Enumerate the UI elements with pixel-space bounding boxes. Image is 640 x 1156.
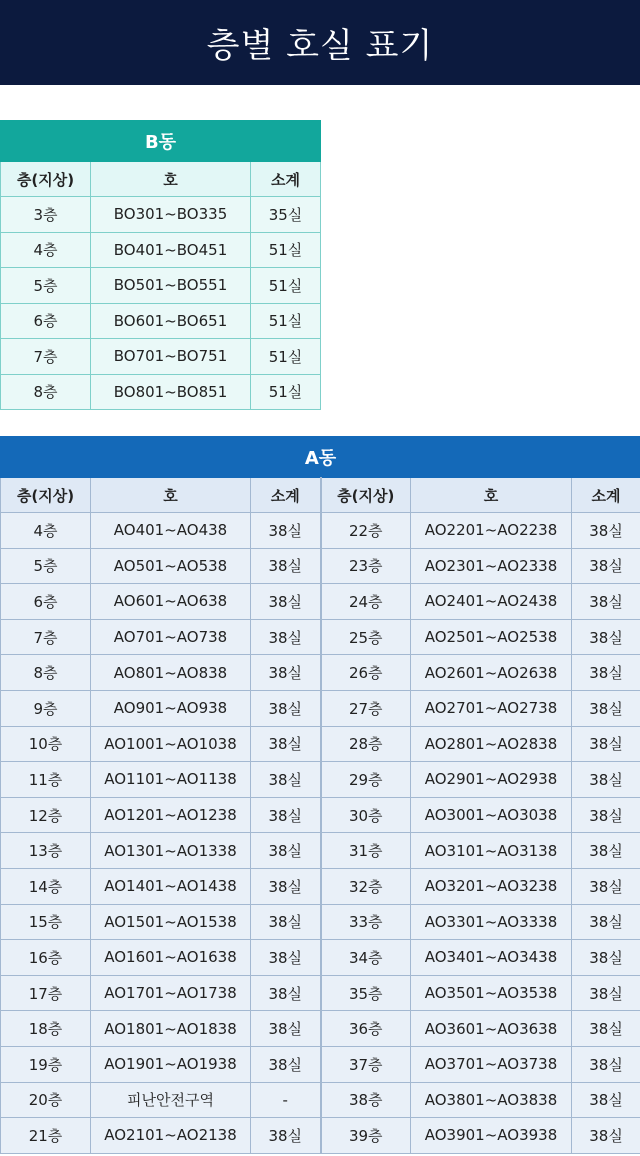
table-row: [1, 339, 321, 375]
room-range-cell: AO3101~AO3138: [411, 833, 572, 869]
floor-cell: 9층: [1, 690, 91, 726]
subtotal-cell: 38실: [572, 548, 640, 584]
room-range-cell: AO1101~AO1138: [91, 762, 251, 798]
subtotal-cell: 51실: [251, 339, 321, 375]
room-range-cell: AO2201~AO2238: [411, 513, 572, 549]
table-row: [1, 619, 640, 655]
subtotal-cell: 51실: [251, 374, 321, 410]
floor-cell: 19층: [1, 1046, 91, 1082]
a-building-table: [0, 436, 640, 1154]
subtotal-cell: 38실: [572, 1082, 640, 1118]
room-range-cell: AO2601~AO2638: [411, 655, 572, 691]
floor-cell: 3층: [1, 197, 91, 233]
room-range-cell: AO2901~AO2938: [411, 762, 572, 798]
room-range-cell: AO2501~AO2538: [411, 619, 572, 655]
floor-cell: 34층: [321, 940, 411, 976]
subtotal-cell: 38실: [572, 655, 640, 691]
floor-cell: 32층: [321, 868, 411, 904]
column-header-subtotal: 소계: [572, 478, 640, 513]
room-range-cell: BO401~BO451: [91, 232, 251, 268]
room-range-cell: AO3701~AO3738: [411, 1046, 572, 1082]
floor-cell: 15층: [1, 904, 91, 940]
floor-cell: 6층: [1, 584, 91, 620]
floor-cell: 27층: [321, 690, 411, 726]
subtotal-cell: 38실: [572, 1011, 640, 1047]
floor-cell: 38층: [321, 1082, 411, 1118]
subtotal-cell: 35실: [251, 197, 321, 233]
table-row: [1, 303, 321, 339]
room-range-cell: AO1801~AO1838: [91, 1011, 251, 1047]
subtotal-cell: 38실: [251, 833, 321, 869]
subtotal-cell: 38실: [251, 762, 321, 798]
a-building-title: A동: [1, 437, 640, 478]
column-header-subtotal: 소계: [251, 162, 321, 197]
subtotal-cell: 51실: [251, 268, 321, 304]
subtotal-cell: 38실: [251, 1118, 321, 1154]
subtotal-cell: 38실: [251, 797, 321, 833]
floor-cell: 11층: [1, 762, 91, 798]
table-row: [1, 1011, 640, 1047]
floor-cell: 33층: [321, 904, 411, 940]
subtotal-cell: 38실: [572, 904, 640, 940]
floor-cell: 36층: [321, 1011, 411, 1047]
floor-cell: 37층: [321, 1046, 411, 1082]
floor-cell: 6층: [1, 303, 91, 339]
floor-cell: 5층: [1, 548, 91, 584]
room-range-cell: AO1701~AO1738: [91, 975, 251, 1011]
b-building-title: B동: [1, 121, 321, 162]
subtotal-cell: 38실: [572, 1046, 640, 1082]
floor-cell: 12층: [1, 797, 91, 833]
subtotal-cell: 38실: [251, 975, 321, 1011]
floor-cell: 20층: [1, 1082, 91, 1118]
room-range-cell: AO3201~AO3238: [411, 868, 572, 904]
room-range-cell: AO1901~AO1938: [91, 1046, 251, 1082]
room-range-cell: AO3901~AO3938: [411, 1118, 572, 1154]
room-range-cell: AO3001~AO3038: [411, 797, 572, 833]
subtotal-cell: 38실: [572, 797, 640, 833]
room-range-cell: BO501~BO551: [91, 268, 251, 304]
floor-cell: 8층: [1, 655, 91, 691]
floor-cell: 7층: [1, 619, 91, 655]
room-range-cell: AO501~AO538: [91, 548, 251, 584]
subtotal-cell: 38실: [251, 904, 321, 940]
column-header-floor: 층(지상): [1, 478, 91, 513]
subtotal-cell: 38실: [251, 619, 321, 655]
floor-cell: 31층: [321, 833, 411, 869]
subtotal-cell: 38실: [251, 584, 321, 620]
column-header-room: 호: [91, 478, 251, 513]
subtotal-cell: 38실: [572, 513, 640, 549]
subtotal-cell: 38실: [572, 868, 640, 904]
subtotal-cell: 38실: [572, 619, 640, 655]
subtotal-cell: 38실: [572, 833, 640, 869]
floor-cell: 8층: [1, 374, 91, 410]
floor-cell: 25층: [321, 619, 411, 655]
room-range-cell: AO801~AO838: [91, 655, 251, 691]
subtotal-cell: 38실: [572, 1118, 640, 1154]
table-row: [1, 975, 640, 1011]
table-row: [1, 548, 640, 584]
room-range-cell: AO2101~AO2138: [91, 1118, 251, 1154]
column-header-floor: 층(지상): [1, 162, 91, 197]
room-range-cell: AO2401~AO2438: [411, 584, 572, 620]
subtotal-cell: 38실: [572, 584, 640, 620]
subtotal-cell: 38실: [251, 868, 321, 904]
room-range-cell: AO3801~AO3838: [411, 1082, 572, 1118]
subtotal-cell: 51실: [251, 303, 321, 339]
room-range-cell: BO601~BO651: [91, 303, 251, 339]
table-row: [1, 584, 640, 620]
floor-cell: 22층: [321, 513, 411, 549]
floor-cell: 23층: [321, 548, 411, 584]
table-row: [1, 268, 321, 304]
subtotal-cell: 38실: [572, 940, 640, 976]
floor-cell: 39층: [321, 1118, 411, 1154]
floor-cell: 4층: [1, 513, 91, 549]
column-header-room: 호: [91, 162, 251, 197]
table-row: [1, 762, 640, 798]
room-range-cell: AO2801~AO2838: [411, 726, 572, 762]
subtotal-cell: 38실: [572, 726, 640, 762]
table-row: [1, 1118, 640, 1154]
room-range-cell: AO3301~AO3338: [411, 904, 572, 940]
floor-cell: 5층: [1, 268, 91, 304]
room-range-cell: AO901~AO938: [91, 690, 251, 726]
floor-cell: 21층: [1, 1118, 91, 1154]
floor-cell: 7층: [1, 339, 91, 375]
room-range-cell: BO701~BO751: [91, 339, 251, 375]
table-row: [1, 232, 321, 268]
table-row: [1, 690, 640, 726]
b-building-table: [0, 120, 321, 410]
room-range-cell: AO3401~AO3438: [411, 940, 572, 976]
column-header-floor: 층(지상): [321, 478, 411, 513]
room-range-cell: BO301~BO335: [91, 197, 251, 233]
table-row: [1, 513, 640, 549]
table-row: [1, 940, 640, 976]
table-row: [1, 797, 640, 833]
room-range-cell: AO401~AO438: [91, 513, 251, 549]
subtotal-cell: 38실: [572, 762, 640, 798]
room-range-cell: AO1001~AO1038: [91, 726, 251, 762]
subtotal-cell: 38실: [251, 1011, 321, 1047]
subtotal-cell: 38실: [251, 1046, 321, 1082]
subtotal-cell: 38실: [251, 690, 321, 726]
room-range-cell: AO2701~AO2738: [411, 690, 572, 726]
subtotal-cell: -: [251, 1082, 321, 1118]
floor-cell: 18층: [1, 1011, 91, 1047]
room-range-cell: AO3601~AO3638: [411, 1011, 572, 1047]
floor-cell: 24층: [321, 584, 411, 620]
table-row: [1, 868, 640, 904]
table-row: [1, 655, 640, 691]
table-row: [1, 833, 640, 869]
floor-cell: 35층: [321, 975, 411, 1011]
room-range-cell: AO701~AO738: [91, 619, 251, 655]
subtotal-cell: 38실: [251, 548, 321, 584]
room-range-cell: AO3501~AO3538: [411, 975, 572, 1011]
floor-cell: 4층: [1, 232, 91, 268]
room-range-cell: BO801~BO851: [91, 374, 251, 410]
page-title: 층별 호실 표기: [0, 0, 640, 85]
floor-cell: 13층: [1, 833, 91, 869]
subtotal-cell: 38실: [572, 690, 640, 726]
table-row: [1, 374, 321, 410]
room-range-cell: AO2301~AO2338: [411, 548, 572, 584]
room-range-cell: AO1601~AO1638: [91, 940, 251, 976]
room-range-cell: AO1201~AO1238: [91, 797, 251, 833]
floor-cell: 30층: [321, 797, 411, 833]
floor-cell: 28층: [321, 726, 411, 762]
subtotal-cell: 38실: [251, 513, 321, 549]
floor-cell: 16층: [1, 940, 91, 976]
table-row: [1, 726, 640, 762]
room-range-cell: AO1501~AO1538: [91, 904, 251, 940]
room-range-cell: AO1401~AO1438: [91, 868, 251, 904]
floor-cell: 29층: [321, 762, 411, 798]
column-header-room: 호: [411, 478, 572, 513]
floor-cell: 17층: [1, 975, 91, 1011]
floor-cell: 10층: [1, 726, 91, 762]
room-range-cell: AO601~AO638: [91, 584, 251, 620]
table-row: [1, 1082, 640, 1118]
subtotal-cell: 51실: [251, 232, 321, 268]
floor-cell: 14층: [1, 868, 91, 904]
table-row: [1, 1046, 640, 1082]
column-header-subtotal: 소계: [251, 478, 321, 513]
table-row: [1, 904, 640, 940]
room-range-cell: 피난안전구역: [91, 1082, 251, 1118]
subtotal-cell: 38실: [572, 975, 640, 1011]
floor-cell: 26층: [321, 655, 411, 691]
room-range-cell: AO1301~AO1338: [91, 833, 251, 869]
subtotal-cell: 38실: [251, 726, 321, 762]
table-row: [1, 197, 321, 233]
subtotal-cell: 38실: [251, 940, 321, 976]
subtotal-cell: 38실: [251, 655, 321, 691]
